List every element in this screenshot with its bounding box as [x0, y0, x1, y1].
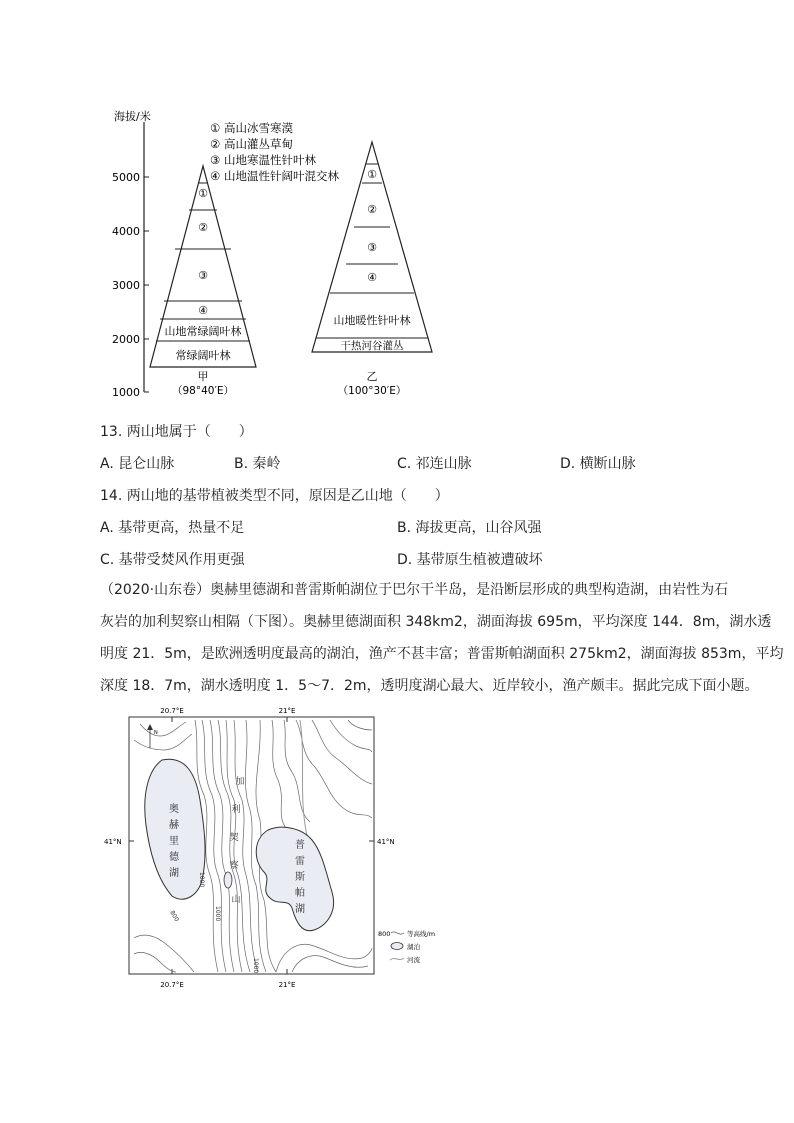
legend-label: 湖泊 [407, 943, 420, 951]
lake2-name-char: 雷 [295, 856, 305, 867]
y-tick-label: 4000 [112, 225, 140, 238]
question-14-option-a[interactable]: A. 基带更高，热量不足 [100, 520, 245, 536]
passage-line: （2020·山东卷）奥赫里德湖和普雷斯帕湖位于巴尔干半岛，是沿断层形成的典型构造湖，由岩性为石 [100, 582, 729, 598]
passage-line: 灰岩的加利契察山相隔（下图）。奥赫里德湖面积 348km2，湖面海拔 695m，平均深度 144．8m，湖水透 [100, 614, 772, 630]
zone-label: 山地常绿阔叶林 [164, 325, 242, 338]
lake2-name-char: 斯 [295, 872, 305, 883]
mountain-name-char: 察 [229, 861, 239, 871]
contour-label: 1000 [252, 958, 259, 974]
north-label: N [154, 730, 158, 736]
legend-item: ① 高山冰雪寒漠 [210, 121, 293, 135]
legend-item: ③ 山地寒温性针叶林 [210, 153, 316, 167]
mountain-jia [150, 166, 256, 397]
legend-item: ② 高山灌丛草甸 [210, 137, 293, 151]
lon-label: 20.7°E [160, 981, 184, 989]
y-tick-label: 1000 [112, 386, 140, 399]
question-13-option-b[interactable]: B. 秦岭 [234, 456, 281, 472]
lakes-map [100, 700, 450, 995]
lake1-name-char: 奥 [169, 804, 179, 815]
question-13-option-a[interactable]: A. 昆仑山脉 [100, 456, 175, 472]
legend-item: ④ 山地温性针阔叶混交林 [210, 169, 339, 183]
question-13-stem: 13. 两山地属于（ ） [100, 424, 253, 440]
lat-label-left: 41°N [104, 838, 122, 846]
legend-contour-value: 800 [378, 930, 391, 938]
zone-label: ① [367, 168, 377, 181]
small-lake [224, 872, 232, 888]
legend-label: 等高线/m [407, 930, 436, 938]
map-legend [378, 929, 435, 964]
contour-label: 800 [168, 909, 181, 923]
passage-line: 明度 21．5m，是欧洲透明度最高的湖泊，渔产不甚丰富；普雷斯帕湖面积 275km2，湖面海拔 853m，平均 [100, 646, 784, 662]
y-tick-label: 3000 [112, 279, 140, 292]
vertical-zone-figure [100, 100, 460, 405]
y-axis-label: 海拔/米 [114, 110, 151, 123]
lon-label: 20.7°E [160, 707, 184, 715]
question-13-option-d[interactable]: D. 横断山脉 [560, 456, 636, 472]
lake1-name-char: 德 [169, 852, 179, 863]
lake1-name-char: 湖 [169, 868, 179, 879]
lake2-name-char: 帕 [295, 888, 305, 899]
zone-label: ② [367, 203, 377, 216]
zone-label: 常绿阔叶林 [175, 349, 231, 362]
lon-label: 21°E [278, 981, 296, 989]
question-14-stem: 14. 两山地的基带植被类型不同，原因是乙山地（ ） [100, 488, 449, 504]
zone-label: ③ [367, 241, 377, 254]
mountain-longitude: （98°40′E） [172, 385, 234, 397]
figure1-legend [210, 121, 339, 183]
zone-label: ③ [198, 269, 208, 282]
contour-label: 1000 [214, 906, 221, 922]
mountain-name: 乙 [366, 370, 378, 383]
zone-label: 干热河谷灌丛 [340, 340, 404, 352]
mountain-name-char: 加 [235, 777, 245, 787]
contour-label: 1000 [198, 872, 205, 888]
passage-line: 深度 18．7m，湖水透明度 1．5～7．2m，透明度湖心最大、近岸较小，渔产颇丰。据此完成下面小题。 [100, 678, 759, 694]
zone-label: ② [198, 221, 208, 234]
mountain-longitude: （100°30′E） [337, 385, 407, 397]
question-14-option-b[interactable]: B. 海拔更高，山谷风强 [397, 520, 542, 536]
question-14-option-d[interactable]: D. 基带原生植被遭破坏 [397, 552, 543, 568]
lake1-name-char: 赫 [169, 820, 179, 831]
zone-label: ① [198, 187, 208, 200]
question-14-option-c[interactable]: C. 基带受焚风作用更强 [100, 552, 245, 568]
mountain-name-char: 利 [231, 805, 241, 815]
zone-label: ④ [367, 271, 377, 284]
mountain-name: 甲 [197, 370, 209, 383]
zone-label: ④ [198, 304, 208, 317]
lake2-name-char: 湖 [295, 904, 305, 915]
passage [100, 574, 784, 702]
legend-label: 河流 [407, 956, 420, 964]
lat-label-right: 41°N [377, 838, 395, 846]
mountain-name-char: 契 [229, 833, 239, 843]
y-tick-label: 2000 [112, 333, 140, 346]
zone-label: 山地暖性针叶林 [333, 314, 411, 327]
lake2-name-char: 普 [295, 840, 305, 851]
y-tick-label: 5000 [112, 171, 140, 184]
question-13-option-c[interactable]: C. 祁连山脉 [397, 456, 472, 472]
mountain-name-char: 山 [231, 895, 241, 905]
lon-label: 21°E [278, 707, 296, 715]
legend-contour-icon [391, 932, 404, 934]
legend-river-icon [390, 958, 404, 960]
legend-lake-icon [391, 943, 403, 950]
lake1-name-char: 里 [169, 836, 179, 847]
